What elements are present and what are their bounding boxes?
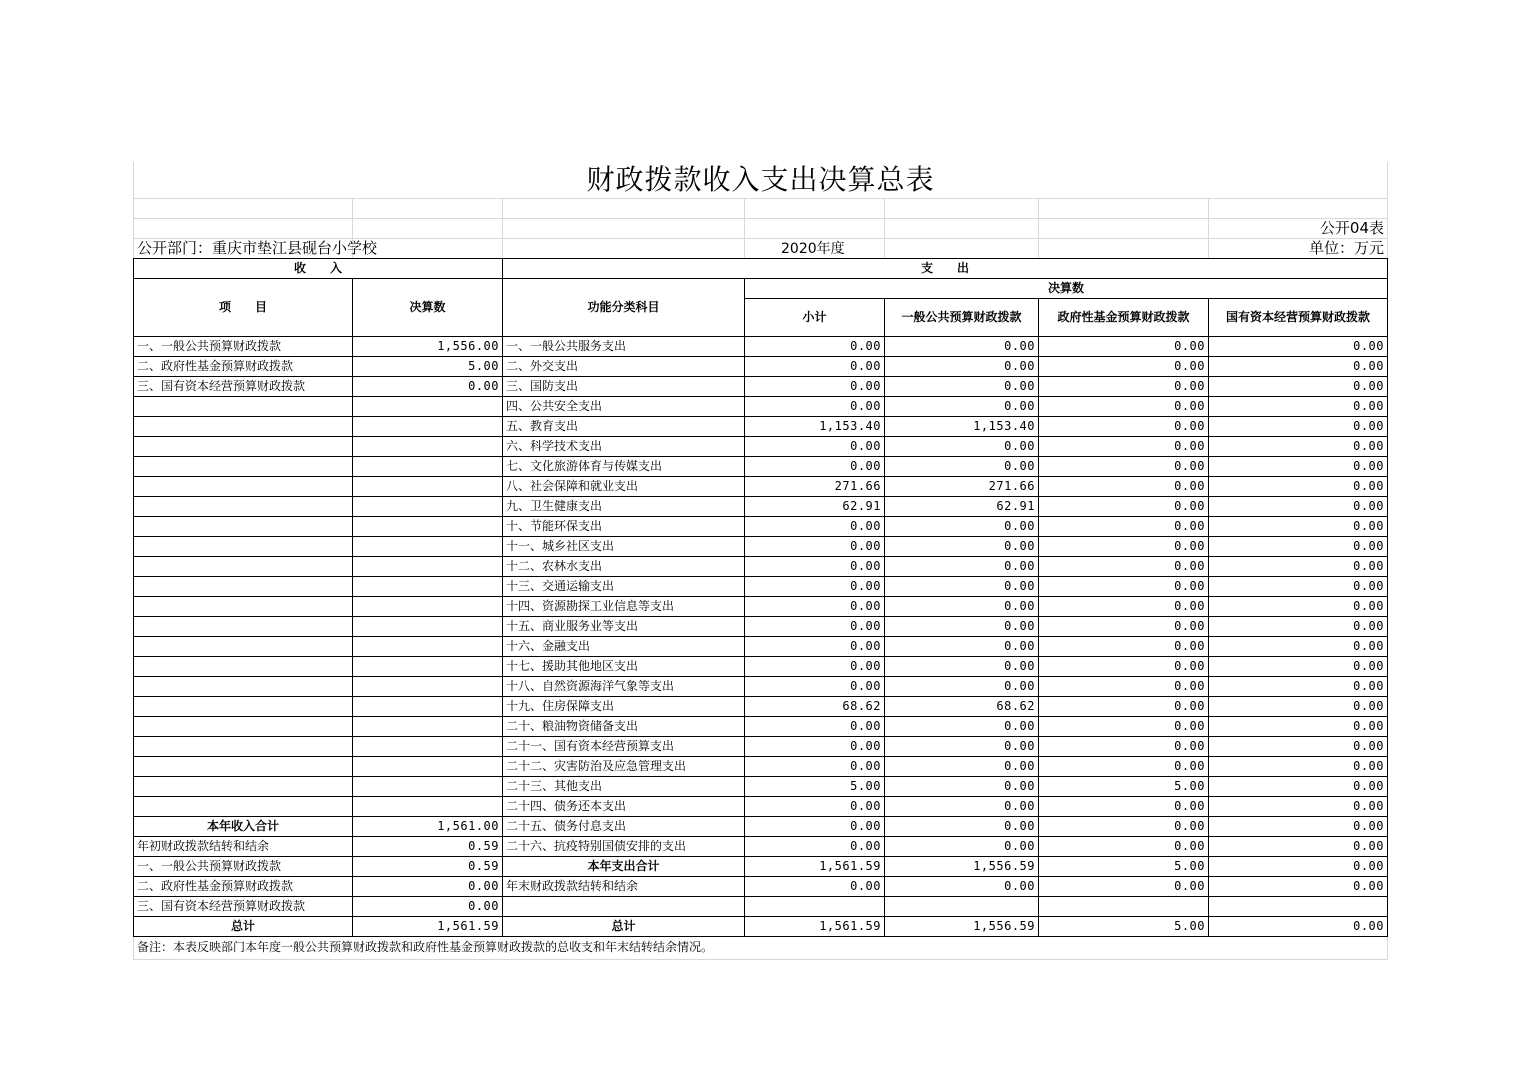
fund-budget-cell: 0.00 <box>1039 397 1209 417</box>
subtotal-cell: 0.00 <box>745 837 885 857</box>
category-cell: 本年支出合计 <box>503 857 745 877</box>
income-amount-cell <box>353 457 503 477</box>
income-amount-cell <box>353 557 503 577</box>
subtotal-cell: 0.00 <box>745 737 885 757</box>
table-row <box>134 397 1388 417</box>
income-amount-cell: 0.59 <box>353 837 503 857</box>
fund-budget-cell: 5.00 <box>1039 917 1209 937</box>
fund-budget-cell: 0.00 <box>1039 797 1209 817</box>
state-capital-cell: 0.00 <box>1209 437 1388 457</box>
income-item-cell <box>134 677 353 697</box>
fund-budget-cell <box>1039 897 1209 917</box>
subtotal-cell: 0.00 <box>745 877 885 897</box>
fund-budget-cell: 0.00 <box>1039 337 1209 357</box>
income-item-cell <box>134 557 353 577</box>
income-amount-cell <box>353 497 503 517</box>
general-budget-cell: 271.66 <box>885 477 1039 497</box>
table-row <box>134 457 1388 477</box>
general-budget-cell: 0.00 <box>885 557 1039 577</box>
income-amount-cell <box>353 777 503 797</box>
subtotal-cell: 0.00 <box>745 557 885 577</box>
income-amount-cell: 0.00 <box>353 877 503 897</box>
general-budget-cell: 0.00 <box>885 517 1039 537</box>
subtotal-cell: 0.00 <box>745 617 885 637</box>
table-row <box>134 757 1388 777</box>
subtotal-cell: 1,561.59 <box>745 857 885 877</box>
subtotal-cell: 0.00 <box>745 637 885 657</box>
table-row <box>134 797 1388 817</box>
income-amount-cell: 0.00 <box>353 897 503 917</box>
table-row <box>134 517 1388 537</box>
category-cell: 七、文化旅游体育与传媒支出 <box>503 457 745 477</box>
income-item-cell: 二、政府性基金预算财政拨款 <box>134 877 353 897</box>
form-number: 公开04表 <box>1319 219 1384 237</box>
state-capital-cell: 0.00 <box>1209 737 1388 757</box>
general-budget-cell: 0.00 <box>885 597 1039 617</box>
income-item-cell <box>134 457 353 477</box>
final-amount-header: 决算数 <box>745 279 1388 299</box>
general-budget-cell: 0.00 <box>885 797 1039 817</box>
category-cell: 二十六、抗疫特别国债安排的支出 <box>503 837 745 857</box>
fund-budget-cell: 0.00 <box>1039 417 1209 437</box>
table-row <box>134 917 1388 937</box>
income-amount-cell <box>353 717 503 737</box>
general-budget-cell: 0.00 <box>885 817 1039 837</box>
income-amount-cell <box>353 617 503 637</box>
income-amount-cell <box>353 657 503 677</box>
income-item-cell: 本年收入合计 <box>134 817 353 837</box>
category-cell: 十三、交通运输支出 <box>503 577 745 597</box>
income-item-cell: 二、政府性基金预算财政拨款 <box>134 357 353 377</box>
income-item-cell <box>134 577 353 597</box>
income-item-cell <box>134 717 353 737</box>
income-amount-cell <box>353 577 503 597</box>
income-amount-cell <box>353 437 503 457</box>
general-budget-cell: 0.00 <box>885 657 1039 677</box>
income-item-cell <box>134 617 353 637</box>
subtotal-cell: 1,153.40 <box>745 417 885 437</box>
fund-budget-cell: 0.00 <box>1039 577 1209 597</box>
category-cell: 十六、金融支出 <box>503 637 745 657</box>
fund-budget-cell: 0.00 <box>1039 617 1209 637</box>
general-budget-cell: 0.00 <box>885 397 1039 417</box>
subtotal-cell: 0.00 <box>745 817 885 837</box>
fund-budget-cell: 0.00 <box>1039 557 1209 577</box>
income-item-cell <box>134 537 353 557</box>
state-capital-cell: 0.00 <box>1209 817 1388 837</box>
table-row <box>134 677 1388 697</box>
general-budget-cell: 1,556.59 <box>885 857 1039 877</box>
general-budget-cell: 0.00 <box>885 577 1039 597</box>
state-capital-cell: 0.00 <box>1209 877 1388 897</box>
state-capital-cell: 0.00 <box>1209 557 1388 577</box>
state-capital-cell: 0.00 <box>1209 357 1388 377</box>
fund-budget-cell: 0.00 <box>1039 357 1209 377</box>
fund-budget-cell: 0.00 <box>1039 437 1209 457</box>
general-budget-cell: 62.91 <box>885 497 1039 517</box>
subtotal-cell: 0.00 <box>745 797 885 817</box>
subtotal-cell: 0.00 <box>745 677 885 697</box>
subtotal-cell: 68.62 <box>745 697 885 717</box>
income-amount-cell: 1,561.59 <box>353 917 503 937</box>
fund-budget-cell: 0.00 <box>1039 377 1209 397</box>
general-budget-cell: 0.00 <box>885 737 1039 757</box>
general-budget-cell: 0.00 <box>885 637 1039 657</box>
income-amount-cell <box>353 517 503 537</box>
subtotal-cell: 5.00 <box>745 777 885 797</box>
income-item-cell <box>134 597 353 617</box>
state-capital-cell: 0.00 <box>1209 617 1388 637</box>
state-capital-cell: 0.00 <box>1209 657 1388 677</box>
table-row <box>134 877 1388 897</box>
category-cell: 十九、住房保障支出 <box>503 697 745 717</box>
subtotal-cell: 0.00 <box>745 457 885 477</box>
income-amount-cell <box>353 697 503 717</box>
subtotal-cell: 0.00 <box>745 337 885 357</box>
income-amount-cell: 0.00 <box>353 377 503 397</box>
state-capital-cell: 0.00 <box>1209 757 1388 777</box>
income-amount-cell <box>353 677 503 697</box>
table-row <box>134 577 1388 597</box>
table-row <box>134 497 1388 517</box>
table-row <box>134 417 1388 437</box>
income-header: 收 入 <box>134 259 503 279</box>
spreadsheet-sheet <box>133 162 1388 960</box>
income-amount-cell: 1,556.00 <box>353 337 503 357</box>
fiscal-year: 2020年度 <box>781 241 845 257</box>
general-budget-cell: 1,153.40 <box>885 417 1039 437</box>
category-cell: 五、教育支出 <box>503 417 745 437</box>
income-item-cell <box>134 657 353 677</box>
general-budget-cell: 0.00 <box>885 777 1039 797</box>
fund-budget-cell: 0.00 <box>1039 817 1209 837</box>
fund-budget-cell: 0.00 <box>1039 537 1209 557</box>
table-row <box>134 357 1388 377</box>
table-note: 备注：本表反映部门本年度一般公共预算财政拨款和政府性基金预算财政拨款的总收支和年末结转结余情况。 <box>137 940 714 954</box>
category-cell: 六、科学技术支出 <box>503 437 745 457</box>
department-label: 公开部门：重庆市垫江县砚台小学校 <box>137 239 378 257</box>
state-capital-cell: 0.00 <box>1209 477 1388 497</box>
income-item-cell <box>134 777 353 797</box>
income-item-cell <box>134 737 353 757</box>
income-item-cell <box>134 797 353 817</box>
state-capital-cell: 0.00 <box>1209 857 1388 877</box>
table-row <box>134 717 1388 737</box>
category-cell: 二十三、其他支出 <box>503 777 745 797</box>
table-row <box>134 377 1388 397</box>
table-row <box>134 657 1388 677</box>
income-item-cell <box>134 757 353 777</box>
category-cell: 年末财政拨款结转和结余 <box>503 877 745 897</box>
subtotal-cell: 0.00 <box>745 517 885 537</box>
state-capital-cell: 0.00 <box>1209 777 1388 797</box>
state-capital-cell: 0.00 <box>1209 917 1388 937</box>
subtotal-cell: 0.00 <box>745 537 885 557</box>
income-amount-cell <box>353 537 503 557</box>
fund-budget-cell: 0.00 <box>1039 737 1209 757</box>
state-capital-cell: 0.00 <box>1209 677 1388 697</box>
income-item-cell <box>134 477 353 497</box>
category-cell: 二、外交支出 <box>503 357 745 377</box>
category-cell: 八、社会保障和就业支出 <box>503 477 745 497</box>
category-cell: 十四、资源勘探工业信息等支出 <box>503 597 745 617</box>
fund-budget-cell: 0.00 <box>1039 677 1209 697</box>
table-row <box>134 437 1388 457</box>
category-cell <box>503 897 745 917</box>
income-item-cell: 三、国有资本经营预算财政拨款 <box>134 377 353 397</box>
state-capital-cell: 0.00 <box>1209 397 1388 417</box>
income-amount-cell <box>353 757 503 777</box>
income-amount-cell <box>353 397 503 417</box>
fund-budget-cell: 0.00 <box>1039 457 1209 477</box>
subtotal-cell: 0.00 <box>745 377 885 397</box>
table-row <box>134 477 1388 497</box>
general-budget-cell: 0.00 <box>885 617 1039 637</box>
category-cell: 二十四、债务还本支出 <box>503 797 745 817</box>
state-capital-cell: 0.00 <box>1209 417 1388 437</box>
income-amount-cell <box>353 597 503 617</box>
income-amount-cell <box>353 477 503 497</box>
subtotal-cell: 0.00 <box>745 397 885 417</box>
state-capital-cell: 0.00 <box>1209 537 1388 557</box>
expense-header: 支 出 <box>503 259 1388 279</box>
income-item-cell: 三、国有资本经营预算财政拨款 <box>134 897 353 917</box>
income-amount-cell: 1,561.00 <box>353 817 503 837</box>
table-row <box>134 817 1388 837</box>
subtotal-cell: 0.00 <box>745 597 885 617</box>
fund-budget-header: 政府性基金预算财政拨款 <box>1039 299 1209 337</box>
income-item-cell <box>134 397 353 417</box>
fund-budget-cell: 5.00 <box>1039 777 1209 797</box>
income-item-cell: 总计 <box>134 917 353 937</box>
income-item-cell <box>134 637 353 657</box>
income-amount-cell <box>353 797 503 817</box>
state-capital-cell: 0.00 <box>1209 377 1388 397</box>
table-row <box>134 617 1388 637</box>
general-budget-cell: 0.00 <box>885 357 1039 377</box>
category-cell: 二十、粮油物资储备支出 <box>503 717 745 737</box>
state-capital-cell: 0.00 <box>1209 577 1388 597</box>
table-row <box>134 897 1388 917</box>
table-row <box>134 637 1388 657</box>
fund-budget-cell: 0.00 <box>1039 697 1209 717</box>
general-budget-cell: 0.00 <box>885 717 1039 737</box>
category-cell: 二十二、灾害防治及应急管理支出 <box>503 757 745 777</box>
subtotal-cell: 62.91 <box>745 497 885 517</box>
table-row <box>134 737 1388 757</box>
income-item-cell <box>134 697 353 717</box>
state-capital-cell: 0.00 <box>1209 717 1388 737</box>
fund-budget-cell: 0.00 <box>1039 477 1209 497</box>
table-row <box>134 857 1388 877</box>
subtotal-header: 小计 <box>745 299 885 337</box>
income-amount-cell <box>353 737 503 757</box>
subtotal-cell: 0.00 <box>745 657 885 677</box>
category-cell: 十二、农林水支出 <box>503 557 745 577</box>
category-cell: 二十五、债务付息支出 <box>503 817 745 837</box>
state-capital-cell: 0.00 <box>1209 637 1388 657</box>
income-item-cell: 一、一般公共预算财政拨款 <box>134 857 353 877</box>
general-budget-cell <box>885 897 1039 917</box>
state-capital-cell: 0.00 <box>1209 517 1388 537</box>
income-amount-cell <box>353 637 503 657</box>
income-amount-cell: 0.59 <box>353 857 503 877</box>
fund-budget-cell: 0.00 <box>1039 597 1209 617</box>
fund-budget-cell: 0.00 <box>1039 637 1209 657</box>
fund-budget-cell: 0.00 <box>1039 657 1209 677</box>
table-row <box>134 537 1388 557</box>
general-budget-cell: 0.00 <box>885 457 1039 477</box>
state-capital-cell: 0.00 <box>1209 837 1388 857</box>
general-budget-cell: 68.62 <box>885 697 1039 717</box>
table-row <box>134 837 1388 857</box>
state-capital-cell: 0.00 <box>1209 457 1388 477</box>
subtotal-cell: 0.00 <box>745 357 885 377</box>
category-cell: 九、卫生健康支出 <box>503 497 745 517</box>
state-capital-cell: 0.00 <box>1209 497 1388 517</box>
state-capital-cell: 0.00 <box>1209 597 1388 617</box>
income-amount-cell: 5.00 <box>353 357 503 377</box>
state-capital-cell: 0.00 <box>1209 337 1388 357</box>
subtotal-cell <box>745 897 885 917</box>
subtotal-cell: 0.00 <box>745 717 885 737</box>
state-capital-cell <box>1209 897 1388 917</box>
category-cell: 二十一、国有资本经营预算支出 <box>503 737 745 757</box>
unit-label: 单位：万元 <box>1308 239 1384 257</box>
subtotal-cell: 271.66 <box>745 477 885 497</box>
general-budget-cell: 0.00 <box>885 677 1039 697</box>
category-cell: 十一、城乡社区支出 <box>503 537 745 557</box>
income-item-cell: 一、一般公共预算财政拨款 <box>134 337 353 357</box>
category-cell: 一、一般公共服务支出 <box>503 337 745 357</box>
general-budget-cell: 0.00 <box>885 537 1039 557</box>
fund-budget-cell: 0.00 <box>1039 837 1209 857</box>
category-cell: 十、节能环保支出 <box>503 517 745 537</box>
category-cell: 十八、自然资源海洋气象等支出 <box>503 677 745 697</box>
category-cell: 十七、援助其他地区支出 <box>503 657 745 677</box>
general-budget-header: 一般公共预算财政拨款 <box>885 299 1039 337</box>
category-cell: 十五、商业服务业等支出 <box>503 617 745 637</box>
state-capital-header: 国有资本经营预算财政拨款 <box>1209 299 1388 337</box>
fund-budget-cell: 0.00 <box>1039 517 1209 537</box>
income-item-cell <box>134 437 353 457</box>
income-item-cell: 年初财政拨款结转和结余 <box>134 837 353 857</box>
income-item-cell <box>134 517 353 537</box>
general-budget-cell: 0.00 <box>885 377 1039 397</box>
item-header: 项 目 <box>134 279 353 337</box>
category-cell: 总计 <box>503 917 745 937</box>
general-budget-cell: 0.00 <box>885 337 1039 357</box>
category-cell: 四、公共安全支出 <box>503 397 745 417</box>
table-row <box>134 557 1388 577</box>
subtotal-cell: 0.00 <box>745 577 885 597</box>
fund-budget-cell: 0.00 <box>1039 717 1209 737</box>
general-budget-cell: 1,556.59 <box>885 917 1039 937</box>
general-budget-cell: 0.00 <box>885 757 1039 777</box>
income-item-cell <box>134 497 353 517</box>
fund-budget-cell: 0.00 <box>1039 877 1209 897</box>
subtotal-cell: 1,561.59 <box>745 917 885 937</box>
income-amount-header: 决算数 <box>353 279 503 337</box>
income-amount-cell <box>353 417 503 437</box>
general-budget-cell: 0.00 <box>885 877 1039 897</box>
fund-budget-cell: 0.00 <box>1039 757 1209 777</box>
table-row <box>134 597 1388 617</box>
state-capital-cell: 0.00 <box>1209 697 1388 717</box>
table-row <box>134 337 1388 357</box>
general-budget-cell: 0.00 <box>885 437 1039 457</box>
general-budget-cell: 0.00 <box>885 837 1039 857</box>
fund-budget-cell: 0.00 <box>1039 497 1209 517</box>
budget-table <box>133 258 1388 937</box>
state-capital-cell: 0.00 <box>1209 797 1388 817</box>
fund-budget-cell: 5.00 <box>1039 857 1209 877</box>
category-header: 功能分类科目 <box>503 279 745 337</box>
report-title: 财政拨款收入支出决算总表 <box>586 163 935 196</box>
table-row <box>134 697 1388 717</box>
subtotal-cell: 0.00 <box>745 437 885 457</box>
table-row <box>134 777 1388 797</box>
category-cell: 三、国防支出 <box>503 377 745 397</box>
income-item-cell <box>134 417 353 437</box>
subtotal-cell: 0.00 <box>745 757 885 777</box>
